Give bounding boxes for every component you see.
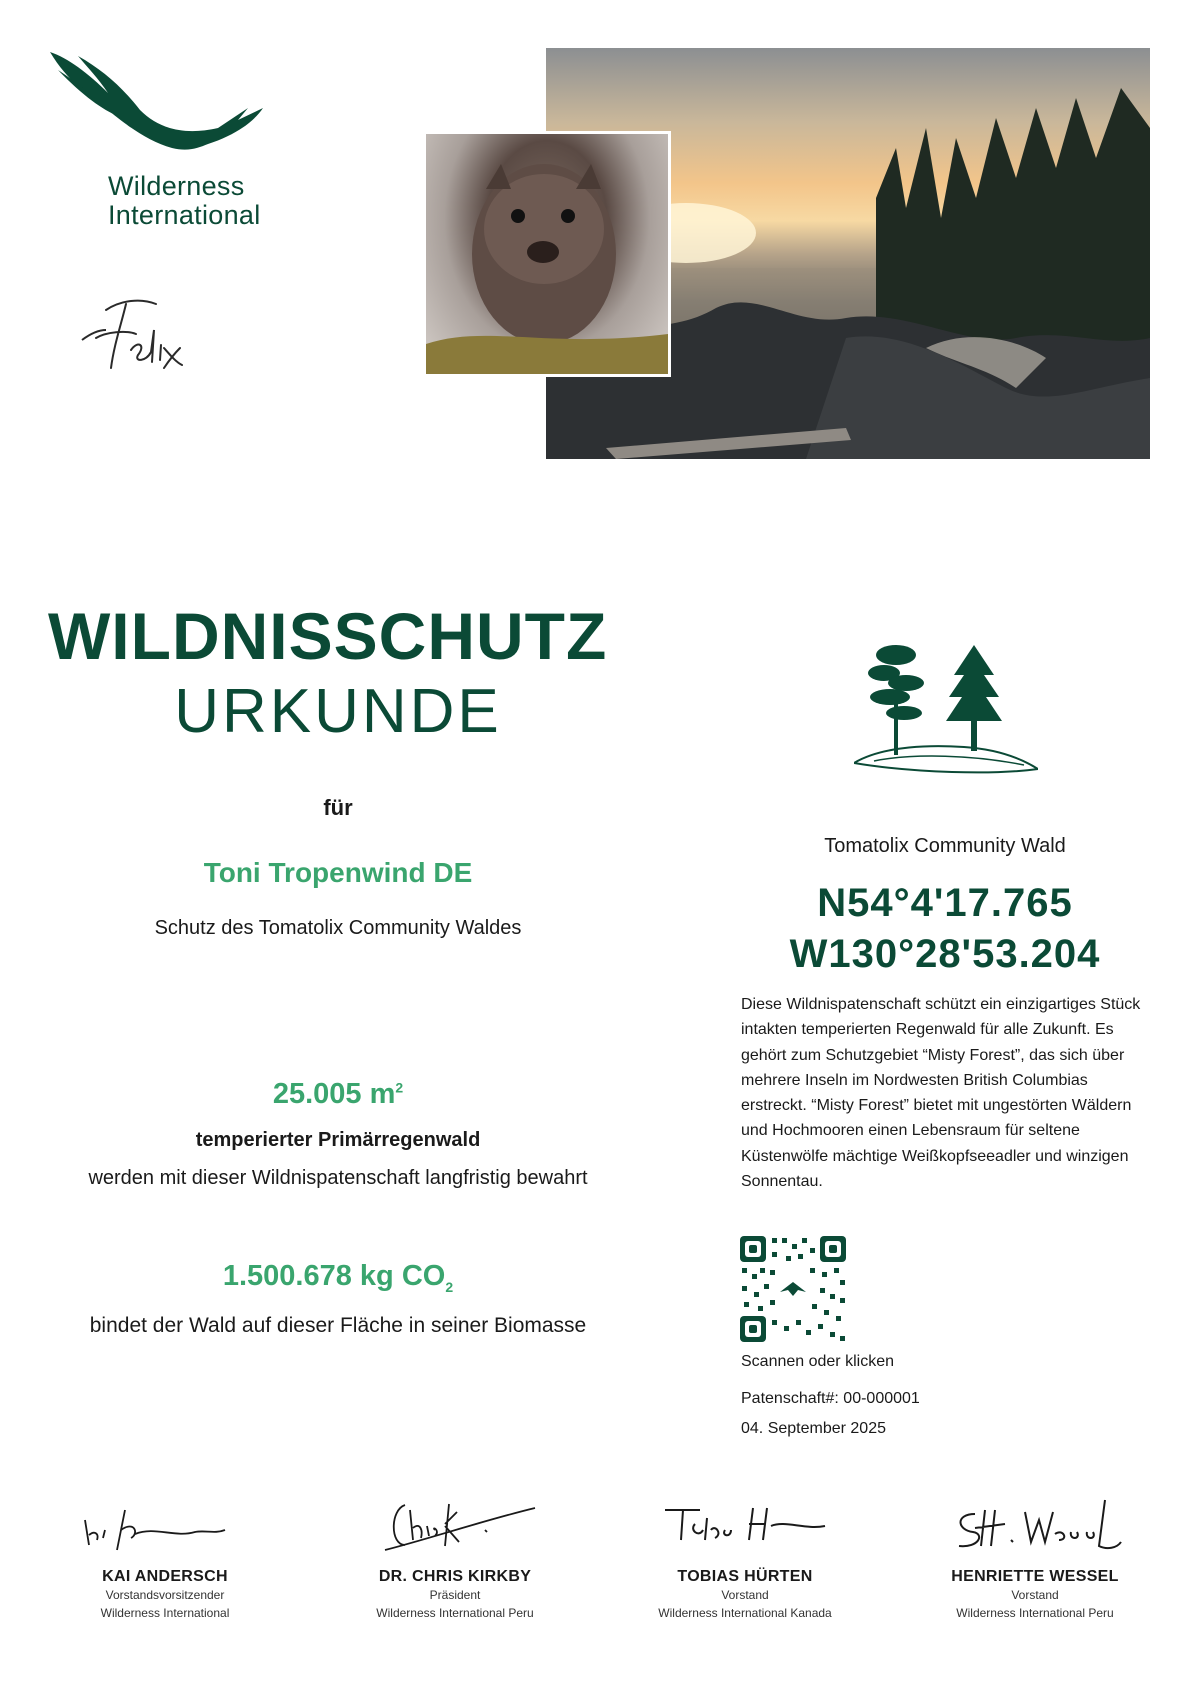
signature-chris-kirkby-icon <box>365 1490 545 1560</box>
protection-text: Schutz des Tomatolix Community Waldes <box>154 917 522 939</box>
signer-name: TOBIAS HÜRTEN <box>677 1568 813 1585</box>
coordinate-latitude: N54°4'17.765 <box>817 881 1073 925</box>
area-number: 25.005 m <box>272 1078 396 1110</box>
signature-block-3 <box>615 1490 875 1622</box>
qr-code-icon[interactable] <box>740 1236 846 1342</box>
co2-subscript: 2 <box>445 1278 454 1295</box>
area-unit-superscript: 2 <box>395 1079 404 1096</box>
mink-photo <box>426 134 668 374</box>
signer-organization: Wilderness International Peru <box>956 1606 1114 1620</box>
signature-henriette-wessel-icon <box>945 1490 1125 1560</box>
logo-line-2: International <box>108 200 261 230</box>
scan-label: Scannen oder klicken <box>741 1353 894 1370</box>
certificate-date: 04. September 2025 <box>741 1420 886 1437</box>
coordinates <box>740 878 1150 980</box>
signature-block-2 <box>325 1490 585 1622</box>
signer-organization: Wilderness International <box>100 1606 230 1620</box>
co2-value <box>48 1260 628 1295</box>
signer-role: Vorstandsvorsitzender <box>105 1588 225 1602</box>
signer-name: KAI ANDERSCH <box>102 1568 228 1585</box>
preserved-text: werden mit dieser Wildnispatenschaft langfristig bewahrt <box>88 1167 588 1189</box>
certificate-title: WILDNISSCHUTZ <box>48 599 608 673</box>
recipient-name: Toni Tropenwind DE <box>203 857 473 888</box>
sponsorship-number: Patenschaft#: 00-000001 <box>741 1390 920 1407</box>
signature-block-1 <box>35 1490 295 1622</box>
signature-kai-andersch-icon <box>75 1490 255 1560</box>
signer-role: Präsident <box>429 1588 481 1602</box>
certificate-subtitle: URKUNDE <box>174 677 502 746</box>
forest-name: Tomatolix Community Wald <box>824 835 1066 857</box>
coordinate-longitude: W130°28'53.204 <box>789 932 1101 976</box>
mink-photo-frame <box>423 131 671 377</box>
signer-role: Vorstand <box>721 1588 769 1602</box>
forest-type: temperierter Primärregenwald <box>195 1129 481 1151</box>
signer-organization: Wilderness International Kanada <box>658 1606 832 1620</box>
signer-name: DR. CHRIS KIRKBY <box>378 1568 532 1585</box>
biomass-text: bindet der Wald auf dieser Fläche in seiner Biomasse <box>89 1314 587 1337</box>
felix-signature-icon <box>76 290 186 380</box>
co2-number: 1.500.678 kg CO <box>222 1260 446 1292</box>
forest-description: Diese Wildnispatenschaft schützt ein einzigartiges Stück intakten temperierten Regenwald für alle Zukunft. Es gehört zum Schutzgebiet “Misty Forest”, das sich über mehrere Inseln im Nordwesten British Columbias erstreckt. “Misty Forest” bietet mit ungestörten Wäldern und Hochmooren einen Lebensraum für seltene Küstenwölfe mächtige Weißkopfseeadler und winzigen Sonnentau. <box>741 996 1141 1191</box>
forest-island-icon <box>854 635 1038 775</box>
logo-wordmark <box>108 172 261 230</box>
signature-block-4 <box>905 1490 1165 1622</box>
signature-tobias-huerten-icon <box>655 1490 835 1560</box>
signer-organization: Wilderness International Peru <box>376 1606 534 1620</box>
logo-line-1: Wilderness <box>108 171 245 201</box>
area-value <box>48 1078 628 1111</box>
signer-name: HENRIETTE WESSEL <box>951 1568 1119 1585</box>
for-label: für <box>323 795 353 820</box>
signer-role: Vorstand <box>1011 1588 1059 1602</box>
